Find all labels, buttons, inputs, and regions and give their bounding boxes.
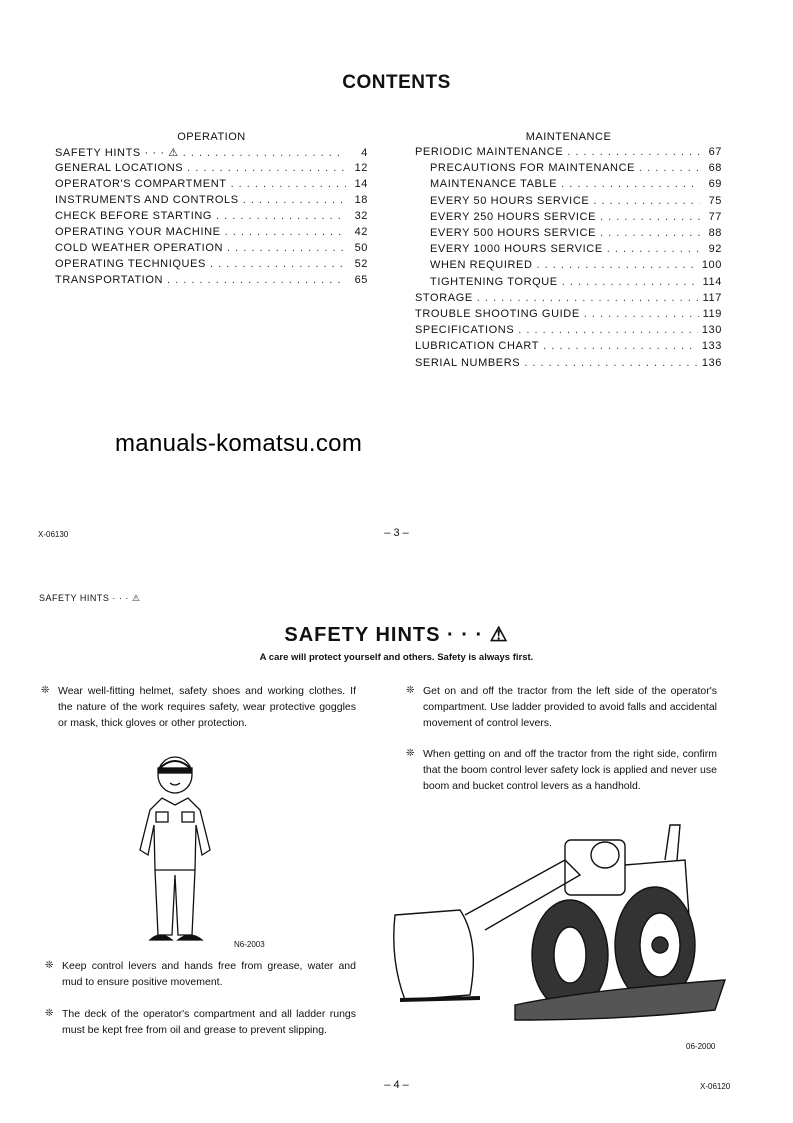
leader-dots	[227, 242, 346, 254]
toc-entry-label: SPECIFICATIONS	[415, 324, 515, 337]
toc-entry[interactable]	[415, 308, 722, 322]
toc-entry-label: OPERATING TECHNIQUES	[55, 258, 206, 270]
toc-entry-label: PRECAUTIONS FOR MAINTENANCE	[430, 162, 636, 175]
toc-entry-page: 75	[708, 194, 722, 207]
toc-entry[interactable]	[430, 211, 722, 225]
toc-entry-label: TIGHTENING TORQUE	[430, 275, 558, 288]
bullet-icon: ❊	[45, 1008, 54, 1019]
toc-entry[interactable]	[55, 210, 368, 224]
toc-entry[interactable]	[55, 194, 368, 208]
leader-dots	[477, 292, 699, 304]
section-subtitle: A care will protect yourself and others. Safety is always first.	[259, 652, 534, 663]
section-title: SAFETY HINTS · · · ⚠	[284, 624, 509, 646]
leader-dots	[600, 211, 700, 223]
toc-entry-page: 119	[702, 308, 722, 320]
toc-entry-page: 67	[708, 146, 722, 158]
toc-entry-label: WHEN REQUIRED	[430, 259, 533, 272]
leader-dots	[187, 162, 346, 174]
toc-entry-page: 136	[701, 356, 722, 369]
toc-entry-label: MAINTENANCE TABLE	[430, 178, 558, 191]
toc-entry[interactable]	[430, 276, 722, 290]
toc-entry[interactable]	[55, 146, 368, 160]
toc-entry[interactable]	[430, 243, 722, 257]
leader-dots	[543, 340, 698, 352]
leader-dots	[518, 324, 698, 336]
leader-dots	[524, 357, 698, 369]
document-code: X-06120	[700, 1082, 731, 1091]
toc-entry-page: 77	[708, 210, 722, 223]
toc-entry-page: 32	[354, 210, 368, 222]
leader-dots	[210, 258, 346, 270]
toc-entry[interactable]	[55, 226, 368, 240]
toc-entry[interactable]	[415, 357, 722, 371]
leader-dots	[562, 276, 699, 288]
toc-entry[interactable]	[430, 162, 722, 176]
toc-entry-label: STORAGE	[415, 291, 473, 304]
page-number: – 4 –	[384, 1079, 409, 1091]
leader-dots	[639, 162, 700, 174]
toc-entry-page: 100	[701, 259, 722, 272]
toc-entry-page: 42	[354, 226, 368, 238]
figure-label: N6-2003	[234, 940, 265, 949]
toc-entry-label: CHECK BEFORE STARTING	[55, 210, 213, 222]
toc-entry[interactable]	[55, 274, 368, 288]
bullet-icon: ❊	[406, 685, 415, 696]
toc-entry[interactable]	[415, 340, 722, 354]
toc-entry[interactable]	[55, 242, 368, 256]
document-code: X-06130	[38, 530, 69, 539]
safety-paragraph: ❊ The deck of the operator's compartment and all ladder rungs must be kept free from oil and grease to prevent slipping.	[45, 1008, 356, 1036]
running-header: SAFETY HINTS · · · ⚠	[39, 593, 141, 603]
toc-entry-label: OPERATING YOUR MACHINE	[55, 226, 221, 238]
toc-entry-page: 117	[702, 291, 722, 304]
watermark: manuals-komatsu.com	[115, 430, 363, 457]
toc-entry[interactable]	[430, 259, 722, 273]
toc-entry[interactable]	[415, 292, 722, 306]
toc-entry[interactable]	[55, 162, 368, 176]
leader-dots	[584, 308, 699, 320]
safety-paragraph: ❊ When getting on and off the tractor from the right side, confirm that the boom control lever safety lock is applied and never use boom and bucket control levers as a handhold.	[406, 748, 717, 792]
toc-entry-label: TRANSPORTATION	[55, 274, 164, 286]
worker-illustration	[120, 750, 230, 950]
toc-entry-page: 114	[702, 275, 722, 288]
toc-entry-label: COLD WEATHER OPERATION	[55, 242, 224, 254]
toc-entry[interactable]	[430, 195, 722, 209]
toc-entry-page: 130	[701, 324, 722, 337]
toc-entry-page: 68	[708, 162, 722, 175]
leader-dots	[183, 147, 346, 159]
toc-entry-page: 18	[354, 194, 368, 206]
toc-entry-page: 92	[708, 243, 722, 256]
leader-dots	[231, 178, 346, 190]
bullet-icon: ❊	[41, 685, 50, 696]
toc-entry[interactable]	[430, 227, 722, 241]
toc-entry-label: GENERAL LOCATIONS	[55, 162, 184, 174]
toc-entry-label: EVERY 50 HOURS SERVICE	[430, 194, 590, 207]
leader-dots	[216, 210, 346, 222]
maintenance-heading: MAINTENANCE	[525, 131, 612, 143]
page-title: CONTENTS	[342, 72, 451, 93]
toc-entry-label: TROUBLE SHOOTING GUIDE	[415, 308, 580, 320]
leader-dots	[537, 259, 698, 271]
figure-label: 06-2000	[686, 1042, 716, 1051]
toc-entry-page: 69	[708, 178, 722, 191]
bullet-icon: ❊	[406, 748, 415, 759]
toc-entry-label: SAFETY HINTS · · · ⚠	[55, 147, 179, 159]
toc-entry[interactable]	[55, 178, 368, 192]
toc-entry[interactable]	[430, 178, 722, 192]
leader-dots	[607, 243, 700, 255]
leader-dots	[561, 178, 700, 190]
toc-entry-label: EVERY 250 HOURS SERVICE	[430, 210, 597, 223]
toc-entry-page: 50	[354, 242, 368, 254]
toc-entry-label: EVERY 1000 HOURS SERVICE	[430, 243, 603, 256]
leader-dots	[600, 227, 700, 239]
leader-dots	[225, 226, 346, 238]
toc-entry-page: 52	[354, 258, 368, 270]
toc-entry-page: 133	[701, 340, 722, 353]
toc-entry[interactable]	[415, 324, 722, 338]
toc-entry-label: SERIAL NUMBERS	[415, 356, 521, 369]
toc-entry-label: EVERY 500 HOURS SERVICE	[430, 227, 597, 239]
safety-paragraph: ❊ Get on and off the tractor from the left side of the operator's compartment. Use ladder provided to avoid falls and accidental movement of control levers.	[406, 685, 717, 729]
toc-entry-page: 12	[354, 162, 368, 174]
leader-dots	[167, 274, 346, 286]
leader-dots	[243, 194, 346, 206]
safety-paragraph: ❊ Keep control levers and hands free from grease, water and mud to ensure positive movement.	[45, 960, 356, 988]
toc-entry-label: PERIODIC MAINTENANCE	[415, 146, 564, 158]
toc-entry-page: 14	[354, 178, 368, 190]
wheel-loader-illustration	[385, 820, 730, 1040]
toc-entry-label: LUBRICATION CHART	[415, 340, 540, 353]
toc-entry[interactable]	[415, 146, 722, 160]
bullet-icon: ❊	[45, 960, 54, 971]
leader-dots	[593, 195, 700, 207]
leader-dots	[567, 146, 700, 158]
toc-entry-page: 65	[354, 274, 368, 286]
toc-entry[interactable]	[55, 258, 368, 272]
operation-heading: OPERATION	[177, 131, 246, 143]
toc-entry-page: 88	[708, 227, 722, 239]
toc-entry-label: INSTRUMENTS AND CONTROLS	[55, 194, 239, 206]
page-number: – 3 –	[384, 527, 409, 539]
toc-entry-label: OPERATOR'S COMPARTMENT	[55, 178, 227, 190]
safety-paragraph: ❊ Wear well-fitting helmet, safety shoes and working clothes. If the nature of the work requires safety, wear protective goggles or mask, thick gloves or other protection.	[41, 685, 356, 729]
toc-entry-page: 4	[361, 147, 368, 159]
